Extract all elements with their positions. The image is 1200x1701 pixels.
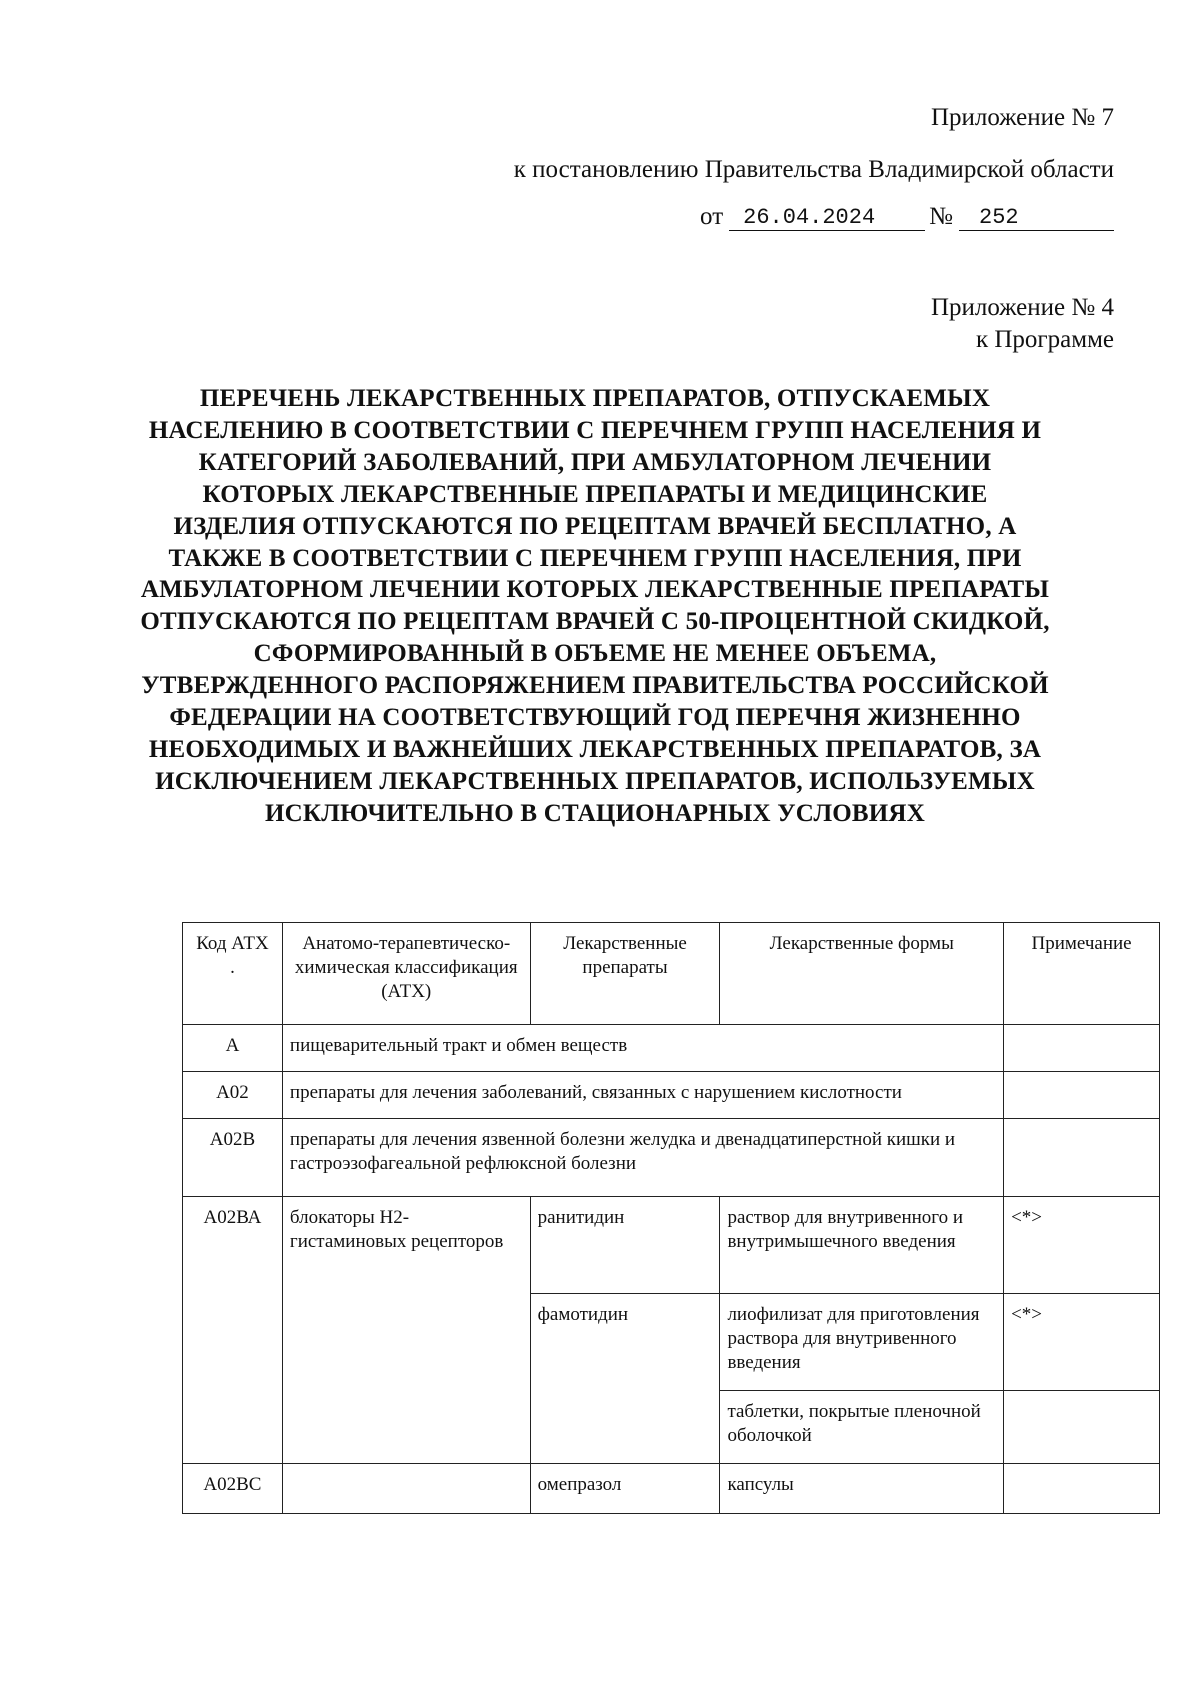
program-label: к Программе: [975, 326, 1114, 353]
row-code: А: [183, 1025, 283, 1072]
header-code-mark: .: [230, 957, 235, 978]
header-drugs: Лекарственные препараты: [530, 923, 720, 1025]
row-class: [282, 1464, 530, 1514]
row-note: [1004, 1119, 1160, 1197]
table-row: [183, 1072, 1160, 1119]
drug-list-table: [182, 922, 1160, 1514]
table-header-row: [183, 923, 1160, 1025]
header-forms: Лекарственные формы: [720, 923, 1004, 1025]
row-description: пищеварительный тракт и обмен веществ: [282, 1025, 1003, 1072]
table-row: [183, 1119, 1160, 1197]
table-row: [183, 1464, 1160, 1514]
date-prefix: от: [700, 203, 724, 230]
row-class: блокаторы Н2-гистаминовых рецепторов: [282, 1197, 530, 1464]
header-note: Примечание: [1004, 923, 1160, 1025]
drug-form: лиофилизат для приготовления раствора для внутривенного введения: [720, 1294, 1004, 1391]
resolution-number: 252: [959, 205, 1114, 231]
drug-name: омепразол: [530, 1464, 720, 1514]
appendix-main-label: Приложение № 7: [930, 104, 1114, 131]
drug-note: [1004, 1464, 1160, 1514]
row-description: препараты для лечения язвенной болезни желудка и двенадцатиперстной кишки и гастроэзофагеальной рефлюксной болезни: [282, 1119, 1003, 1197]
resolution-date: 26.04.2024: [729, 205, 925, 231]
row-note: [1004, 1025, 1160, 1072]
drug-form: таблетки, покрытые пленочной оболочкой: [720, 1391, 1004, 1464]
table-row: [183, 1197, 1160, 1294]
drug-form: капсулы: [720, 1464, 1004, 1514]
appendix-sub-label: Приложение № 4: [930, 294, 1114, 321]
row-code: А02ВС: [183, 1464, 283, 1514]
header-code: Код АТХ .: [183, 923, 283, 1025]
document-title: ПЕРЕЧЕНЬ ЛЕКАРСТВЕННЫХ ПРЕПАРАТОВ, ОТПУСКАЕМЫХ НАСЕЛЕНИЮ В СООТВЕТСТВИИ С ПЕРЕЧНЕМ ГРУПП НАСЕЛЕНИЯ И КАТЕГОРИЙ ЗАБОЛЕВАНИЙ, ПРИ АМБУЛАТОРНОМ ЛЕЧЕНИИ КОТОРЫХ ЛЕКАРСТВЕННЫЕ ПРЕПАРАТЫ И МЕДИЦИНСКИЕ ИЗДЕЛИЯ ОТПУСКАЮТСЯ ПО РЕЦЕПТАМ ВРАЧЕЙ БЕСПЛАТНО, А ТАКЖЕ В СООТВЕТСТВИИ С ПЕРЕЧНЕМ ГРУПП НАСЕЛЕНИЯ, ПРИ АМБУЛАТОРНОМ ЛЕЧЕНИИ КОТОРЫХ ЛЕКАРСТВЕННЫЕ ПРЕПАРАТЫ ОТПУСКАЮТСЯ ПО РЕЦЕПТАМ ВРАЧЕЙ С 50-ПРОЦЕНТНОЙ СКИДКОЙ, СФОРМИРОВАННЫЙ В ОБЪЕМЕ НЕ МЕНЕЕ ОБЪЕМА, УТВЕРЖДЕННОГО РАСПОРЯЖЕНИЕМ ПРАВИТЕЛЬСТВА РОССИЙСКОЙ ФЕДЕРАЦИИ НА СООТВЕТСТВУЮЩИЙ ГОД ПЕРЕЧНЯ ЖИЗНЕННО НЕОБХОДИМЫХ И ВАЖНЕЙШИХ ЛЕКАРСТВЕННЫХ ПРЕПАРАТОВ, ЗА ИСКЛЮЧЕНИЕМ ЛЕКАРСТВЕННЫХ ПРЕПАРАТОВ, ИСПОЛЬЗУЕМЫХ ИСКЛЮЧИТЕЛЬНО В СТАЦИОНАРНЫХ УСЛОВИЯХ: [140, 385, 1050, 827]
drug-form: раствор для внутривенного и внутримышечного введения: [720, 1197, 1004, 1294]
number-prefix: №: [929, 203, 953, 230]
drug-note: <*>: [1004, 1197, 1160, 1294]
drug-note: <*>: [1004, 1294, 1160, 1391]
drug-name: фамотидин: [530, 1294, 720, 1464]
row-note: [1004, 1072, 1160, 1119]
date-number-line: [700, 203, 1114, 231]
resolution-reference: к постановлению Правительства Владимирской области: [513, 156, 1114, 183]
table-row: [183, 1025, 1160, 1072]
header-atx: Анатомо-терапевтическо-химическая классификация (АТХ): [282, 923, 530, 1025]
drug-name: ранитидин: [530, 1197, 720, 1294]
row-code: А02: [183, 1072, 283, 1119]
row-code: А02В: [183, 1119, 283, 1197]
row-code: А02ВА: [183, 1197, 283, 1464]
drug-note: [1004, 1391, 1160, 1464]
row-description: препараты для лечения заболеваний, связанных с нарушением кислотности: [282, 1072, 1003, 1119]
